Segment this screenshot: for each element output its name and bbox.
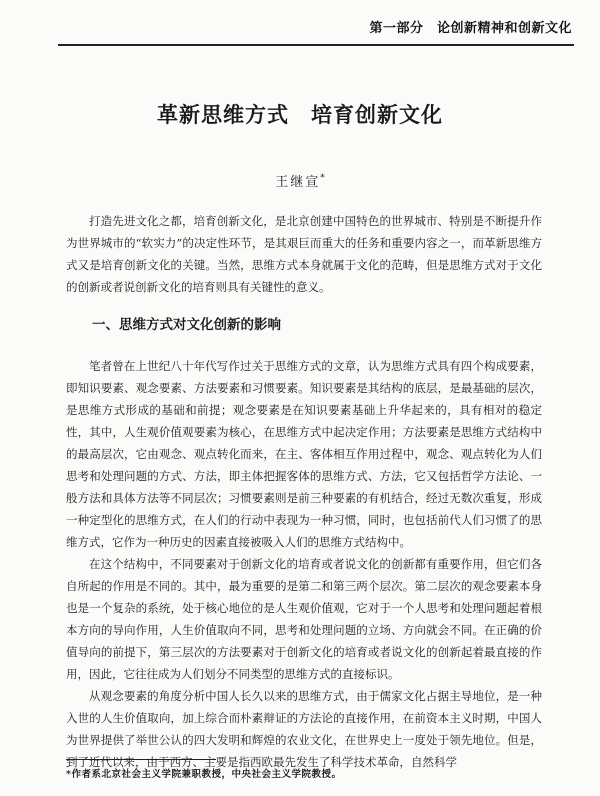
body-paragraph: 从观念要素的角度分析中国人长久以来的思维方式，由于儒家文化占据主导地位，是一种入世的人生价值取向，加上综合而朴素辩证的方法论的直接作用，在前资本主义时期，中国人为世界提供了举世公认的四大发明和辉煌的农业文化，在世界史上一度处于领先地位。但是，到了近代以来，由于西方、主要是指西欧最先发生了科学技术革命，自然科学 <box>66 689 542 769</box>
body-paragraph: 在这个结构中，不同要素对于创新文化的培育或者说文化的创新都有重要作用，但它们各自所起的作用是不同的。其中，最为重要的是第二和第三两个层次。第二层次的观念要素本身也是一个复杂的系统，处于核心地位的是人生观价值观，它对于一个人思考和处理问题起着根本方向的导向作用，人生价值取向不同，思考和处理问题的立场、方向就会不同。在正确的价值导向的前提下，第三层次的方法要素对于创新文化的培育或者说文化的创新起着最直接的作用，因此，它往往成为人们划分不同类型的思维方式的直接标识。 <box>66 557 542 681</box>
running-head: 第一部分 论创新精神和创新文化 <box>369 21 572 36</box>
header-rule <box>58 44 574 46</box>
footnote: *作者系北京社会主义学院兼职教授，中央社会主义学院教授。 <box>66 769 342 780</box>
intro-block <box>66 210 542 298</box>
intro-paragraph: 打造先进文化之都，培育创新文化，是北京创建中国特色的世界城市、特别是不断提升作为世界城市的“软实力”的决定性环节，是其艰巨而重大的任务和重要内容之一，而革新思维方式又是培育创新文化的关键。当然，思维方式本身就属于文化的范畴，但是思维方式对于文化的创新或者说创新文化的培育则具有关键性的意义。 <box>66 214 542 294</box>
author-footnote-mark: * <box>320 173 325 184</box>
section-heading: 一、思维方式对文化创新的影响 <box>92 317 281 333</box>
body-paragraph: 笔者曾在上世纪八十年代写作过关于思维方式的文章，认为思维方式具有四个构成要素，即知识要素、观念要素、方法要素和习惯要素。知识要素是其结构的底层，是最基础的层次，是思维方式形成的基础和前提；观念要素是在知识要素基础上升华起来的，具有相对的稳定性，其中，人生观价值观要素为核心，在思维方式中起决定作用；方法要素是思维方式结构中的最高层次，它由观念、观点转化而来，在主、客体相互作用过程中，观念、观点转化为人们思考和处理问题的方式、方法，即主体把握客体的思维方式、方法，它又包括哲学方法论、一般方法和具体方法等不同层次；习惯要素则是前三种要素的有机结合，经过无数次重复，形成一种定型化的思维方式，在人们的行动中表现为一种习惯，同时，也包括前代人们习惯了的思维方式，它作为一种历史的因素直接被吸入人们的思维方式结构中。 <box>66 359 542 549</box>
section-body <box>66 355 542 773</box>
article-title: 革新思维方式 培育创新文化 <box>157 102 443 127</box>
author-name: 王继宣 <box>275 175 321 190</box>
footnote-rule <box>66 759 216 760</box>
author-line <box>0 171 600 190</box>
